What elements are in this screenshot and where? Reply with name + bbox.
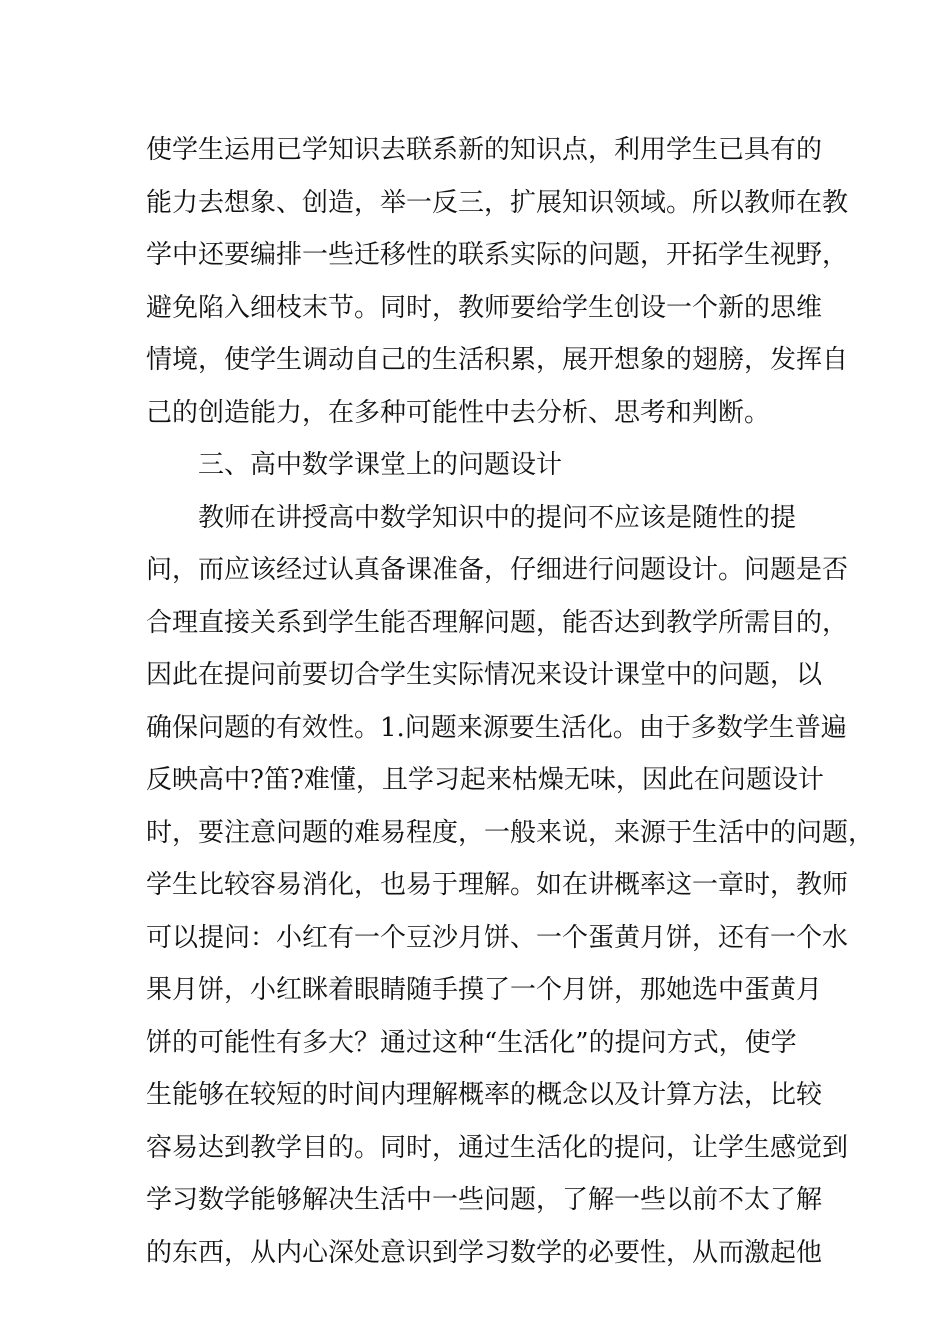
paragraph-line: 可以提问：小红有一个豆沙月饼、一个蛋黄月饼，还有一个水: [146, 922, 849, 953]
paragraph-line: 教师在讲授高中数学知识中的提问不应该是随性的提: [198, 502, 797, 533]
paragraph-line: 能力去想象、创造，举一反三，扩展知识领域。所以教师在教: [146, 187, 849, 218]
paragraph-line: 学习数学能够解决生活中一些问题，了解一些以前不太了解: [146, 1185, 823, 1215]
paragraph-line: 饼的可能性有多大？通过这种“生活化”的提问方式，使学: [146, 1027, 797, 1058]
paragraph-line: 避免陷入细枝末节。同时，教师要给学生创设一个新的思维: [146, 292, 823, 323]
paragraph-line: 情境，使学生调动自己的生活积累，展开想象的翅膀，发挥自: [146, 345, 849, 375]
paragraph-line: 的东西，从内心深处意识到学习数学的必要性，从而激起他: [146, 1237, 823, 1268]
paragraph-line: 使学生运用已学知识去联系新的知识点，利用学生已具有的: [146, 135, 823, 165]
body-text: [146, 124, 875, 1279]
paragraph-line: 学生比较容易消化，也易于理解。如在讲概率这一章时，教师: [146, 870, 849, 900]
paragraph-line: 时，要注意问题的难易程度，一般来说，来源于生活中的问题，: [146, 817, 875, 848]
paragraph-line: 因此在提问前要切合学生实际情况来设计课堂中的问题，以: [146, 660, 823, 690]
paragraph-line: 问，而应该经过认真备课准备，仔细进行问题设计。问题是否: [146, 555, 849, 585]
paragraph-line: 容易达到教学目的。同时，通过生活化的提问，让学生感觉到: [146, 1132, 849, 1163]
paragraph-line: 果月饼，小红眯着眼睛随手摸了一个月饼，那她选中蛋黄月: [146, 975, 823, 1005]
paragraph-line: 学中还要编排一些迁移性的联系实际的问题，开拓学生视野，: [146, 240, 849, 270]
paragraph-line: 己的创造能力，在多种可能性中去分析、思考和判断。: [146, 397, 771, 428]
paragraph-line: 生能够在较短的时间内理解概率的概念以及计算方法，比较: [146, 1080, 823, 1110]
paragraph-line: 确保问题的有效性。1.问题来源要生活化。由于多数学生普遍: [146, 712, 847, 743]
paragraph-line: 反映高中?笛?难懂，且学习起来枯燥无味，因此在问题设计: [146, 765, 824, 795]
section-heading: 三、高中数学课堂上的问题设计: [198, 450, 563, 480]
paragraph-line: 合理直接关系到学生能否理解问题，能否达到教学所需目的，: [146, 607, 849, 638]
